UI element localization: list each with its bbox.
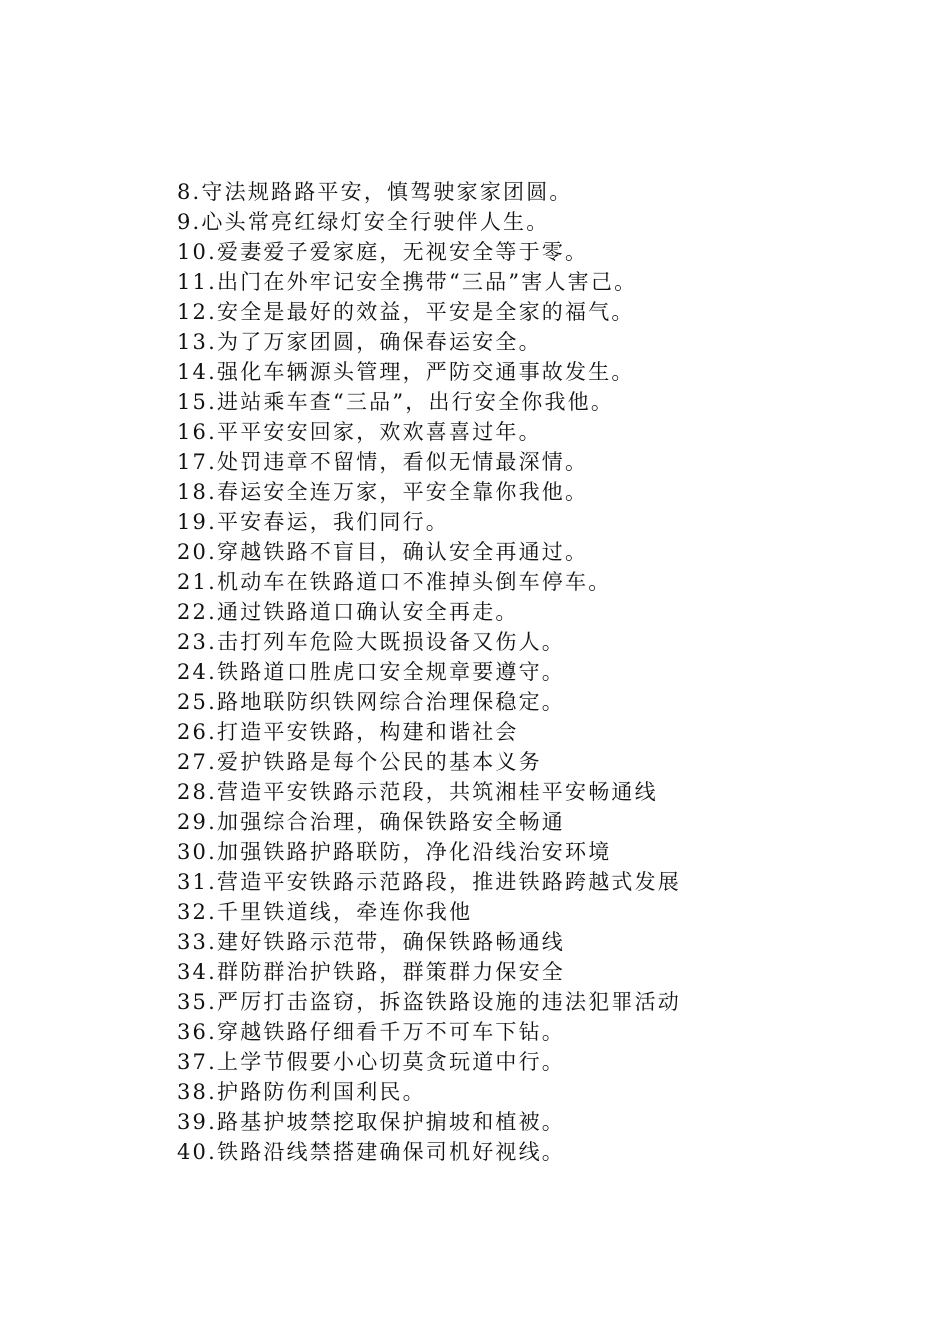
slogan-line: 35.严厉打击盗窃，拆盗铁路设施的违法犯罪活动 xyxy=(177,990,681,1014)
slogan-line: 40.铁路沿线禁搭建确保司机好视线。 xyxy=(177,1140,565,1164)
slogan-line: 8.守法规路路平安，慎驾驶家家团圆。 xyxy=(177,180,573,204)
slogan-line: 17.处罚违章不留情，看似无情最深情。 xyxy=(177,450,589,474)
slogan-line: 23.击打列车危险大既损设备又伤人。 xyxy=(177,630,565,654)
slogan-line: 33.建好铁路示范带，确保铁路畅通线 xyxy=(177,930,565,954)
slogan-line: 39.路基护坡禁挖取保护掮坡和植被。 xyxy=(177,1110,565,1134)
slogan-line: 18.春运安全连万家，平安全靠你我他。 xyxy=(177,480,589,504)
slogan-line: 29.加强综合治理，确保铁路安全畅通 xyxy=(177,810,565,834)
slogan-line: 26.打造平安铁路，构建和谐社会 xyxy=(177,720,519,744)
slogan-line: 19.平安春运，我们同行。 xyxy=(177,510,449,534)
slogan-line: 24.铁路道口胜虎口安全规章要遵守。 xyxy=(177,660,565,684)
slogan-line: 14.强化车辆源头管理，严防交通事故发生。 xyxy=(177,360,635,384)
slogan-line: 37.上学节假要小心切莫贪玩道中行。 xyxy=(177,1050,565,1074)
slogan-line: 10.爱妻爱子爱家庭，无视安全等于零。 xyxy=(177,240,589,264)
slogan-line: 13.为了万家团圆，确保春运安全。 xyxy=(177,330,542,354)
slogan-line: 21.机动车在铁路道口不准掉头倒车停车。 xyxy=(177,570,612,594)
slogan-line: 12.安全是最好的效益，平安是全家的福气。 xyxy=(177,300,635,324)
slogan-line: 34.群防群治护铁路，群策群力保安全 xyxy=(177,960,565,984)
slogan-list xyxy=(177,177,681,1167)
slogan-line: 22.通过铁路道口确认安全再走。 xyxy=(177,600,519,624)
slogan-line: 9.心头常亮红绿灯安全行驶伴人生。 xyxy=(177,210,550,234)
slogan-line: 15.进站乘车查“三品”，出行安全你我他。 xyxy=(177,390,615,414)
slogan-line: 25.路地联防织铁网综合治理保稳定。 xyxy=(177,690,565,714)
slogan-line: 32.千里铁道线，牵连你我他 xyxy=(177,900,473,924)
slogan-line: 30.加强铁路护路联防，净化沿线治安环境 xyxy=(177,840,612,864)
slogan-line: 11.出门在外牢记安全携带“三品”害人害己。 xyxy=(177,270,638,294)
slogan-line: 28.营造平安铁路示范段，共筑湘桂平安畅通线 xyxy=(177,780,658,804)
slogan-line: 27.爱护铁路是每个公民的基本义务 xyxy=(177,750,542,774)
slogan-line: 20.穿越铁路不盲目，确认安全再通过。 xyxy=(177,540,589,564)
slogan-line: 36.穿越铁路仔细看千万不可车下钻。 xyxy=(177,1020,565,1044)
slogan-line: 16.平平安安回家，欢欢喜喜过年。 xyxy=(177,420,542,444)
slogan-line: 38.护路防伤利国利民。 xyxy=(177,1080,426,1104)
slogan-line: 31.营造平安铁路示范路段，推进铁路跨越式发展 xyxy=(177,870,681,894)
